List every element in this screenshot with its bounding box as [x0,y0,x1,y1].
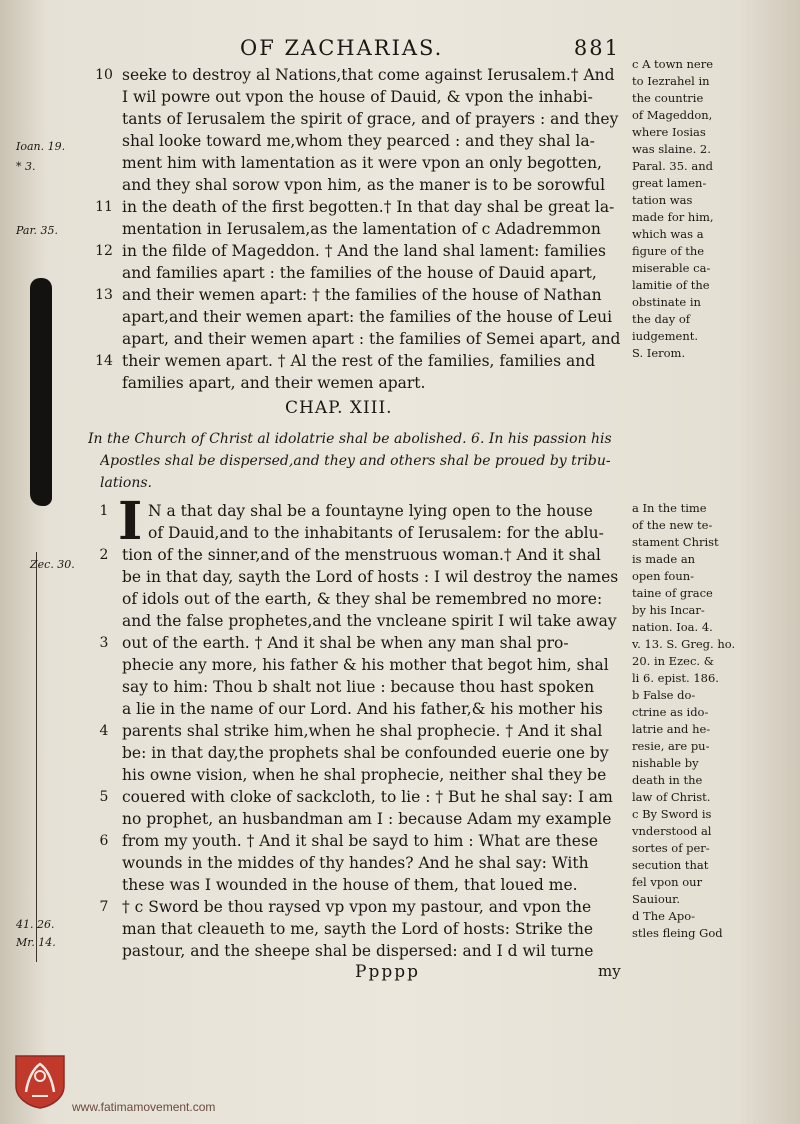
margin-note-line: figure of the [632,244,705,258]
margin-note-line: S. Ierom. [632,346,686,360]
chapter-argument-line: Apostles shal be dispersed,and they and others shal be proued by tribu- [100,453,611,469]
text-line: their wemen apart. † Al the rest of the families, families and [122,352,596,370]
text-line: N a that day shal be a fountayne lying open to the house [148,502,593,520]
verse-number: 6 [99,833,109,849]
page-number: 881 [573,36,620,60]
left-reference: 41. 26. [16,918,55,931]
margin-note-line: secution that [632,858,709,872]
text-line: be: in that day,the prophets shal be confounded euerie one by [122,744,609,762]
website-link[interactable]: www.fatimamovement.com [72,1100,216,1114]
text-line: these was I wounded in the house of them, that loued me. [122,876,578,894]
text-line: say to him: Thou b shalt not liue : because thou hast spoken [122,678,595,696]
verse-number: 13 [95,287,113,303]
margin-note-line: nishable by [632,756,699,770]
text-line: apart,and their wemen apart: the families of the house of Leui [122,308,613,326]
margin-note-line: taine of grace [632,586,713,600]
text-line: his owne vision, when he shal prophecie, neither shal they be [122,766,607,784]
verse-number: 14 [95,353,113,369]
left-reference: * 3. [16,160,36,173]
text-line: seeke to destroy al Nations,that come against Ierusalem.† And [122,66,615,84]
margin-note-line: where Iosias [632,125,706,139]
verse-number: 3 [99,635,109,651]
text-line: from my youth. † And it shal be sayd to him : What are these [122,832,599,850]
left-reference: Par. 35. [16,224,59,237]
text-line: parents shal strike him,when he shal prophecie. † And it shal [122,722,603,740]
margin-note-line: the countrie [632,91,704,105]
text-line: shal looke toward me,whom they pearced : and they shal la- [122,132,595,150]
margin-note-line: which was a [632,227,704,241]
chapter-argument-line: In the Church of Christ al idolatrie shal be abolished. 6. In his passion his [88,431,612,447]
left-reference: Mr. 14. [16,936,56,949]
fatima-movement-logo [12,1052,68,1110]
text-line: phecie any more, his father & his mother that begot him, shal [122,656,609,674]
text-line: out of the earth. † And it shal be when any man shal pro- [122,634,569,652]
signature-mark: Ppppp [355,962,420,982]
text-line: man that cleaueth to me, sayth the Lord of hosts: Strike the [122,920,593,938]
text-line: and the false prophetes,and the vncleane spirit I wil take away [122,612,617,630]
verse-number: 12 [95,243,113,259]
margin-note-line: resie, are pu- [632,739,710,753]
text-line: in the filde of Mageddon. † And the land shal lament: families [122,242,606,260]
left-reference: Zec. 30. [30,558,75,571]
text-line: ment him with lamentation as it were vpon an only begotten, [122,154,602,172]
verse-number: 4 [99,723,109,739]
shield-logo-icon [12,1052,68,1110]
drop-cap: I [118,491,143,552]
catchword: my [598,962,621,980]
margin-note-line: made for him, [632,210,714,224]
margin-note-line: fel vpon our [632,875,703,889]
ink-mark [30,278,52,506]
margin-note-line: the day of [632,312,691,326]
text-line: couered with cloke of sackcloth, to lie : † But he shal say: I am [122,788,613,806]
margin-note-line: d The Apo- [632,909,696,923]
margin-note-line: stles fleing God [632,926,723,940]
text-line: tion of the sinner,and of the menstruous woman.† And it shal [122,546,601,564]
text-line: of idols out of the earth, & they shal be remembred no more: [122,590,603,608]
verse-number: 1 [99,503,109,519]
text-line: a lie in the name of our Lord. And his father,& his mother his [122,700,603,718]
text-line: pastour, and the sheepe shal be dispersed: and I d wil turne [122,942,594,960]
margin-note-line: Paral. 35. and [632,159,713,173]
margin-note-line: of the new te- [632,518,713,532]
verse-number: 5 [99,789,109,805]
margin-note-line: great lamen- [632,176,707,190]
chapter-argument-line: lations. [100,475,153,491]
margin-note-line: c A town nere [632,57,714,71]
margin-note-line: is made an [632,552,696,566]
verse-number: 10 [95,67,113,83]
margin-note-line: li 6. epist. 186. [632,671,719,685]
margin-note-line: miserable ca- [632,261,711,275]
text-line: families apart, and their wemen apart. [122,374,426,392]
header-title: OF ZACHARIAS. [240,36,444,60]
chapter-heading: CHAP. XIII. [285,398,393,418]
margin-note-line: iudgement. [632,329,699,343]
text-line: tants of Ierusalem the spirit of grace, and of prayers : and they [122,110,619,128]
verse-number: 11 [95,199,113,215]
margin-note-line: 20. in Ezec. & [632,654,714,668]
margin-note-line: of Mageddon, [632,108,713,122]
running-header [240,36,620,66]
text-line: and they shal sorow vpon him, as the maner is to be sorowful [122,176,606,194]
margin-rule [36,552,37,962]
margin-note-line: ctrine as ido- [632,705,709,719]
text-line: be in that day, sayth the Lord of hosts : I wil destroy the names [122,568,619,586]
margin-note-line: obstinate in [632,295,701,309]
text-line: and their wemen apart: † the families of the house of Nathan [122,286,602,304]
margin-note-line: v. 13. S. Greg. ho. [632,637,736,651]
verse-number: 2 [99,547,109,563]
margin-note-line: vnderstood al [632,824,712,838]
margin-note-line: latrie and he- [632,722,711,736]
margin-note-line: open foun- [632,569,695,583]
margin-note-line: lamitie of the [632,278,710,292]
margin-note-line: stament Christ [632,535,719,549]
text-line: apart, and their wemen apart : the families of Semei apart, and [122,330,621,348]
margin-note-line: law of Christ. [632,790,711,804]
margin-note-line: b False do- [632,688,696,702]
margin-note-line: death in the [632,773,703,787]
left-reference: Ioan. 19. [16,140,66,153]
margin-note-line: a In the time [632,501,707,515]
text-line: and families apart : the families of the house of Dauid apart, [122,264,597,282]
text-line: in the death of the first begotten.† In that day shal be great la- [122,198,615,216]
margin-note-line: c By Sword is [632,807,712,821]
margin-note-line: nation. Ioa. 4. [632,620,713,634]
text-line: of Dauid,and to the inhabitants of Ierusalem: for the ablu- [148,524,604,542]
text-line: no prophet, an husbandman am I : because Adam my example [122,810,612,828]
text-line: wounds in the middes of thy handes? And he shal say: With [122,854,589,872]
text-line: † c Sword be thou raysed vp vpon my pastour, and vpon the [122,898,592,916]
margin-note-line: Sauiour. [632,892,681,906]
margin-note-line: was slaine. 2. [632,142,711,156]
margin-note-line: by his Incar- [632,603,705,617]
margin-note-line: to Iezrahel in [632,74,710,88]
margin-note-line: sortes of per- [632,841,710,855]
verse-number: 7 [99,899,109,915]
text-line: I wil powre out vpon the house of Dauid, & vpon the inhabi- [122,88,593,106]
text-line: mentation in Ierusalem,as the lamentation of c Adadremmon [122,220,601,238]
margin-note-line: tation was [632,193,693,207]
